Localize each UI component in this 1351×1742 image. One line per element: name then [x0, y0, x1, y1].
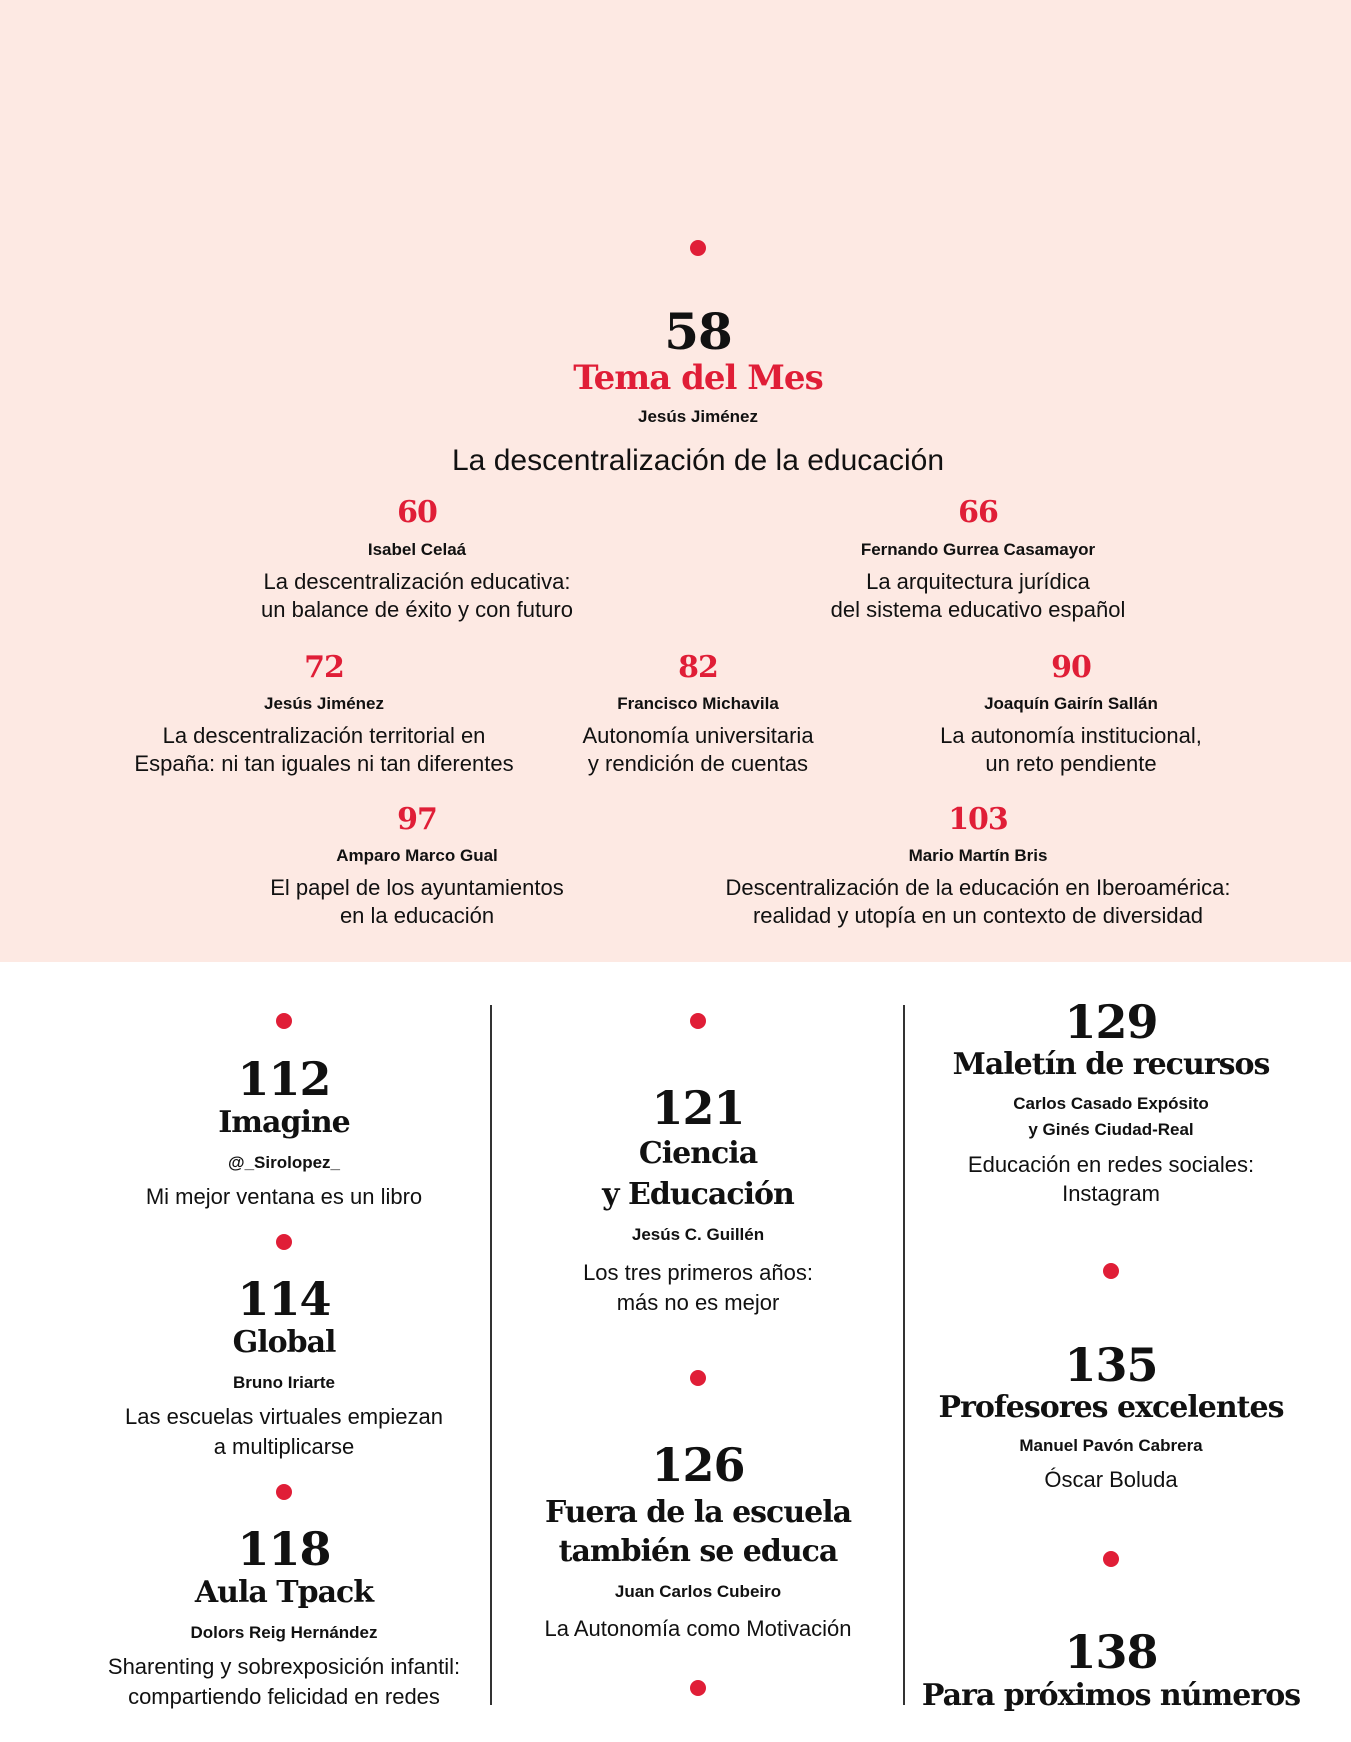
section-author: Manuel Pavón Cabrera: [1019, 1436, 1203, 1455]
article-title-line: Autonomía universitaria: [582, 723, 814, 748]
article-author: Fernando Gurrea Casamayor: [860, 540, 1096, 559]
article-title-line: del sistema educativo español: [830, 597, 1126, 622]
article-author: Mario Martín Bris: [908, 846, 1048, 865]
section-article-line: a multiplicarse: [213, 1434, 355, 1459]
section-title: también se educa: [558, 1534, 838, 1569]
section-title: Maletín de recursos: [952, 1047, 1270, 1082]
article-page-number: 90: [1051, 650, 1091, 685]
section-page-number: 121: [651, 1081, 745, 1135]
article-page-number: 82: [678, 650, 718, 685]
section-article-line: Educación en redes sociales:: [967, 1152, 1255, 1177]
section-title: Profesores excelentes: [938, 1390, 1284, 1425]
section-page-number: 135: [1064, 1338, 1158, 1392]
article-title-line: La arquitectura jurídica: [866, 569, 1090, 594]
tema-headline: La descentralización de la educación: [452, 444, 944, 477]
bullet-dot-icon: [690, 1680, 706, 1696]
section-author: Bruno Iriarte: [232, 1373, 336, 1392]
column-divider: [903, 1005, 905, 1705]
section-page-number: 112: [237, 1052, 331, 1106]
bullet-dot-icon: [276, 1013, 292, 1029]
article-title-line: un balance de éxito y con futuro: [261, 597, 573, 622]
section-article-line: Sharenting y sobrexposición infantil:: [107, 1654, 461, 1679]
bullet-dot-icon: [1103, 1263, 1119, 1279]
bullet-dot-icon: [690, 1370, 706, 1386]
article-title-line: El papel de los ayuntamientos: [270, 875, 564, 900]
section-title: Aula Tpack: [194, 1575, 374, 1610]
section-author: y Ginés Ciudad-Real: [1028, 1120, 1194, 1139]
section-article-line: más no es mejor: [616, 1290, 780, 1315]
section-page-number: 129: [1064, 995, 1158, 1049]
section-title: Global: [232, 1325, 336, 1360]
section-title: Imagine: [218, 1105, 350, 1140]
bullet-dot-icon: [276, 1484, 292, 1500]
bullet-dot-icon: [690, 1013, 706, 1029]
column-divider: [490, 1005, 492, 1705]
section-author: Dolors Reig Hernández: [190, 1623, 378, 1642]
section-page-number: 126: [651, 1438, 745, 1492]
section-title: Para próximos números: [921, 1678, 1301, 1713]
tema-page-number: 58: [664, 302, 732, 361]
section-article-line: La Autonomía como Motivación: [544, 1616, 852, 1641]
section-article-line: compartiendo felicidad en redes: [128, 1684, 440, 1709]
article-page-number: 66: [958, 495, 998, 530]
bullet-dot-icon: [1103, 1551, 1119, 1567]
article-page-number: 97: [397, 802, 437, 837]
section-article-line: Las escuelas virtuales empiezan: [125, 1404, 443, 1429]
section-title: y Educación: [602, 1177, 794, 1212]
article-author: Amparo Marco Gual: [336, 846, 498, 865]
article-title-line: España: ni tan iguales ni tan diferentes: [134, 751, 514, 776]
section-author: Carlos Casado Expósito: [1013, 1094, 1209, 1113]
article-author: Isabel Celaá: [367, 540, 467, 559]
article-page-number: 103: [948, 802, 1008, 837]
article-page-number: 60: [397, 495, 437, 530]
section-author: Jesús C. Guillén: [631, 1225, 765, 1244]
section-page-number: 138: [1064, 1625, 1158, 1679]
article-title-line: en la educación: [339, 903, 495, 928]
bullet-dot-icon: [276, 1234, 292, 1250]
article-title-line: La autonomía institucional,: [940, 723, 1202, 748]
section-article-line: Mi mejor ventana es un libro: [145, 1184, 423, 1209]
section-title: Ciencia: [638, 1136, 758, 1171]
bullet-dot-icon: [690, 240, 706, 256]
article-author: Jesús Jiménez: [263, 694, 384, 713]
section-article-line: Óscar Boluda: [1044, 1467, 1178, 1492]
section-page-number: 114: [237, 1272, 331, 1326]
article-author: Joaquín Gairín Sallán: [984, 694, 1158, 713]
section-page-number: 118: [237, 1522, 331, 1576]
article-title-line: un reto pendiente: [985, 751, 1157, 776]
article-title-line: Descentralización de la educación en Iberoamérica:: [725, 875, 1231, 900]
article-page-number: 72: [304, 650, 344, 685]
article-author: Francisco Michavila: [617, 694, 779, 713]
section-article-line: Instagram: [1062, 1181, 1160, 1206]
article-title-line: La descentralización territorial en: [162, 723, 486, 748]
tema-title: Tema del Mes: [573, 358, 823, 398]
section-title: Fuera de la escuela: [544, 1495, 852, 1530]
tema-author: Jesús Jiménez: [637, 407, 758, 426]
section-author: Juan Carlos Cubeiro: [614, 1582, 782, 1601]
section-author: @_Sirolopez_: [228, 1153, 340, 1172]
article-title-line: La descentralización educativa:: [263, 569, 571, 594]
article-title-line: y rendición de cuentas: [587, 751, 809, 776]
article-title-line: realidad y utopía en un contexto de diversidad: [752, 903, 1204, 928]
section-article-line: Los tres primeros años:: [583, 1260, 813, 1285]
